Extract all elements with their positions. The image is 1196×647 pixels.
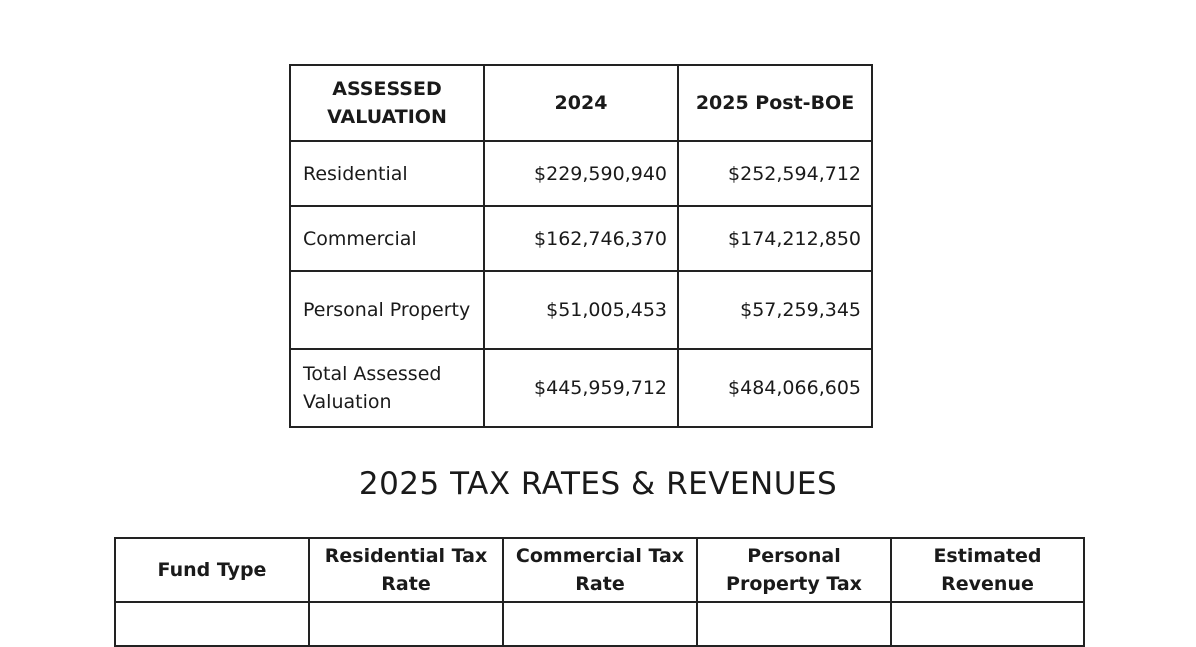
- section-title: 2025 TAX RATES & REVENUES: [358, 466, 838, 502]
- table-cell: [309, 602, 503, 646]
- row-label-personal-property: Personal Property: [290, 271, 484, 349]
- commercial-2024-value: $162,746,370: [484, 206, 678, 271]
- header-estimated-revenue: Estimated Revenue: [891, 538, 1084, 602]
- header-fund-type: Fund Type: [115, 538, 309, 602]
- row-label-residential: Residential: [290, 141, 484, 206]
- table-cell: [503, 602, 697, 646]
- personal-property-2025-value: $57,259,345: [678, 271, 872, 349]
- header-personal-property-tax: Personal Property Tax: [697, 538, 891, 602]
- header-assessed-valuation: ASSESSED VALUATION: [290, 65, 484, 141]
- table-row: [290, 271, 872, 349]
- table-cell: [697, 602, 891, 646]
- header-2025-post-boe: 2025 Post-BOE: [678, 65, 872, 141]
- total-2024-value: $445,959,712: [484, 349, 678, 427]
- header-2024: 2024: [484, 65, 678, 141]
- table-cell: [115, 602, 309, 646]
- table-row: [290, 141, 872, 206]
- table-row: [290, 349, 872, 427]
- commercial-2025-value: $174,212,850: [678, 206, 872, 271]
- table-row: [290, 206, 872, 271]
- row-label-commercial: Commercial: [290, 206, 484, 271]
- header-commercial-tax-rate: Commercial Tax Rate: [503, 538, 697, 602]
- valuation-header-row: [290, 65, 872, 141]
- total-2025-value: $484,066,605: [678, 349, 872, 427]
- table-row: [115, 602, 1084, 646]
- rates-header-row: [115, 538, 1084, 602]
- assessed-valuation-table: [289, 64, 873, 428]
- residential-2024-value: $229,590,940: [484, 141, 678, 206]
- table-cell: [891, 602, 1084, 646]
- row-label-total-assessed-valuation: Total Assessed Valuation: [290, 349, 484, 427]
- header-residential-tax-rate: Residential Tax Rate: [309, 538, 503, 602]
- tax-rates-table: [114, 537, 1085, 647]
- residential-2025-value: $252,594,712: [678, 141, 872, 206]
- personal-property-2024-value: $51,005,453: [484, 271, 678, 349]
